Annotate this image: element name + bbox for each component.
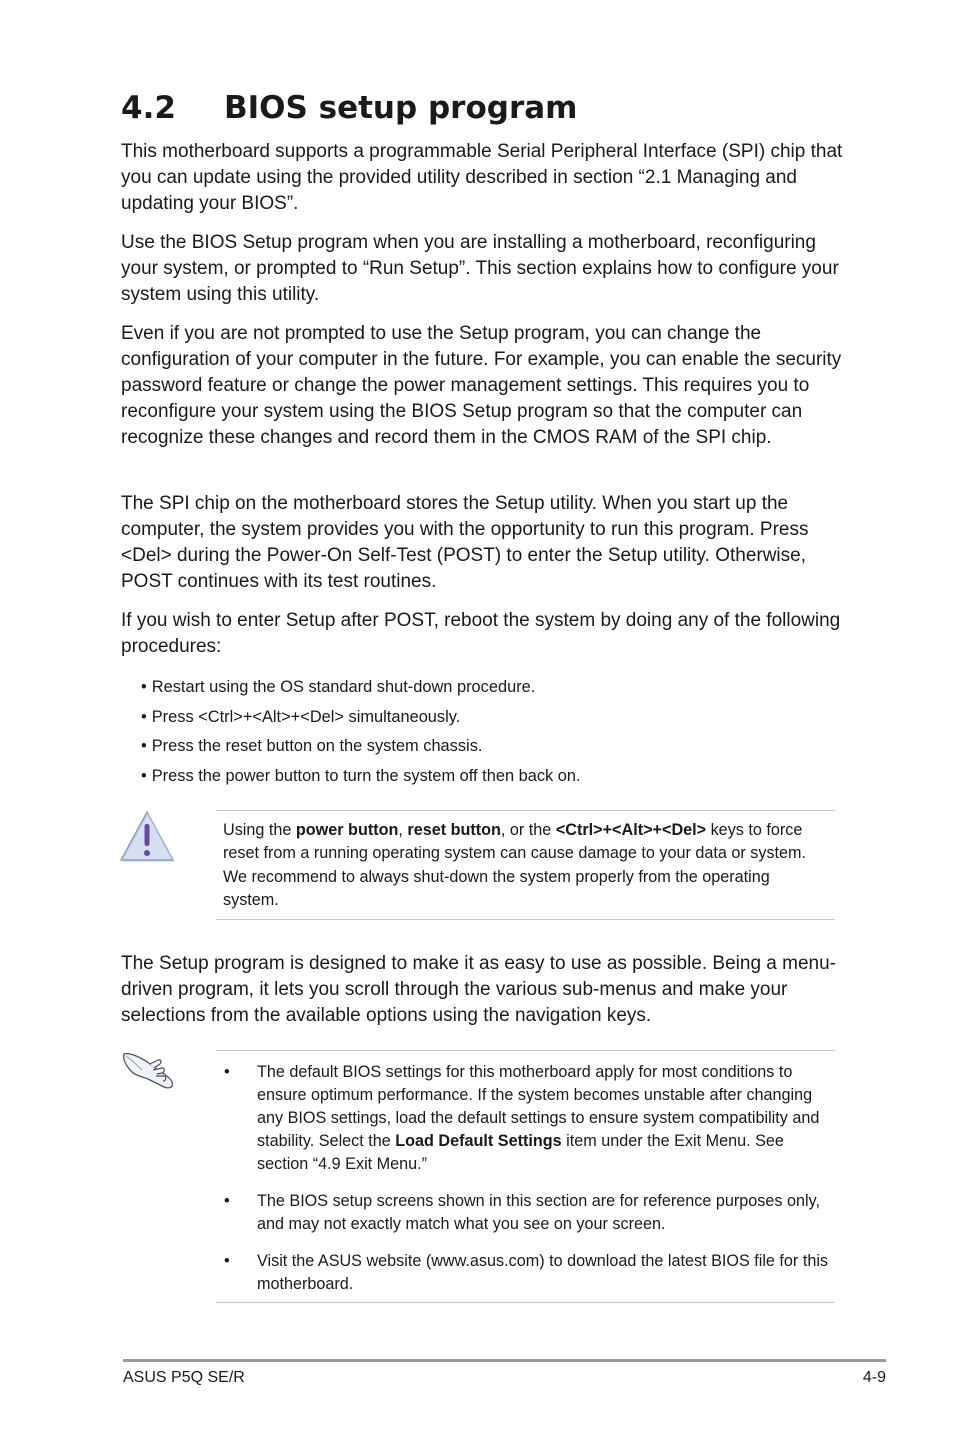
paragraph-setup-usage: Use the BIOS Setup program when you are installing a motherboard, reconfiguring your system, or prompted to “Run Setup”. This section explains how to configure your system using this utility. xyxy=(121,232,839,305)
list-item: • The BIOS setup screens shown in this section are for reference purposes only, and may not exactly match what you see on your screen. xyxy=(224,1192,820,1233)
bullet-glyph: • xyxy=(224,1192,230,1210)
section-heading xyxy=(121,88,577,128)
reset-button-term: reset button xyxy=(407,821,501,839)
list-item-text: Press the reset button on the system chassis. xyxy=(151,737,483,755)
bullet-glyph: • xyxy=(224,1063,230,1081)
paragraph-configuration: Even if you are not prompted to use the Setup program, you can change the configuration of your computer in the future. For example, you can enable the security password feature or change the power management settings. This requires you to reconfigure your system using the BIOS Setup program so that the computer can recognize these changes and record them in the CMOS RAM of the SPI chip. xyxy=(121,323,842,448)
list-item xyxy=(141,762,581,792)
bullet-glyph: • xyxy=(141,737,147,755)
caution-box xyxy=(216,810,835,920)
list-item-text: Press the power button to turn the system off then back on. xyxy=(151,766,581,785)
bullet-glyph: • xyxy=(141,766,147,785)
list-item-text: Press <Ctrl>+<Alt>+<Del> simultaneously. xyxy=(151,707,461,726)
procedure-list xyxy=(141,673,581,791)
pointing-hand-icon xyxy=(120,1046,178,1090)
note-list xyxy=(216,1061,838,1310)
footer-product-name: ASUS P5Q SE/R xyxy=(123,1369,245,1386)
section-number: 4.2 xyxy=(121,90,176,126)
section-title: BIOS setup program xyxy=(224,90,578,126)
list-item xyxy=(141,703,581,733)
list-item xyxy=(141,732,581,762)
caution-text: Using the power button, reset button, or the <Ctrl>+<Alt>+<Del> keys to force reset from a running operating system can cause damage to your data or system. We recommend to always shut-down the system properly from the operating system. xyxy=(223,821,807,909)
paragraph-reboot: If you wish to enter Setup after POST, reboot the system by doing any of the following procedures: xyxy=(121,610,841,657)
bullet-glyph: • xyxy=(141,707,147,726)
footer-divider xyxy=(123,1359,886,1362)
list-item-text: Restart using the OS standard shut-down procedure. xyxy=(151,678,536,696)
list-item: • Visit the ASUS website (www.asus.com) to download the latest BIOS file for this motherboard. xyxy=(224,1252,829,1293)
paragraph-spi-chip: This motherboard supports a programmable Serial Peripheral Interface (SPI) chip that you can update using the provided utility described in section “2.1 Managing and updating your BIOS”. xyxy=(121,141,843,214)
note-box xyxy=(216,1050,835,1303)
warning-triangle-icon xyxy=(120,809,176,863)
bullet-glyph: • xyxy=(224,1252,230,1270)
footer-page-number: 4-9 xyxy=(862,1369,886,1386)
power-button-term: power button xyxy=(295,821,399,839)
paragraph-post: The SPI chip on the motherboard stores the Setup utility. When you start up the computer, the system provides you with the opportunity to run this program. Press <Del> during the Power-On Self-Test (POST) to enter the Setup utility. Otherwise, POST continues with its test routines. xyxy=(121,493,809,592)
load-default-settings-term: Load Default Settings xyxy=(395,1132,562,1150)
bullet-glyph: • xyxy=(141,678,147,696)
list-item: • The default BIOS settings for this motherboard apply for most conditions to ensure optimum performance. If the system becomes unstable after changing any BIOS settings, load the default settings to ensure system compatibility and stability. Select the Load Default Settings item under the Exit Menu. See section “4.9 Exit Menu.” xyxy=(224,1063,820,1173)
key-combo-term: <Ctrl>+<Alt>+<Del> xyxy=(555,821,707,839)
list-item xyxy=(141,673,581,703)
paragraph-setup-design: The Setup program is designed to make it as easy to use as possible. Being a menu-driven program, it lets you scroll through the various sub-menus and make your selections from the available options using the navigation keys. xyxy=(121,953,837,1026)
